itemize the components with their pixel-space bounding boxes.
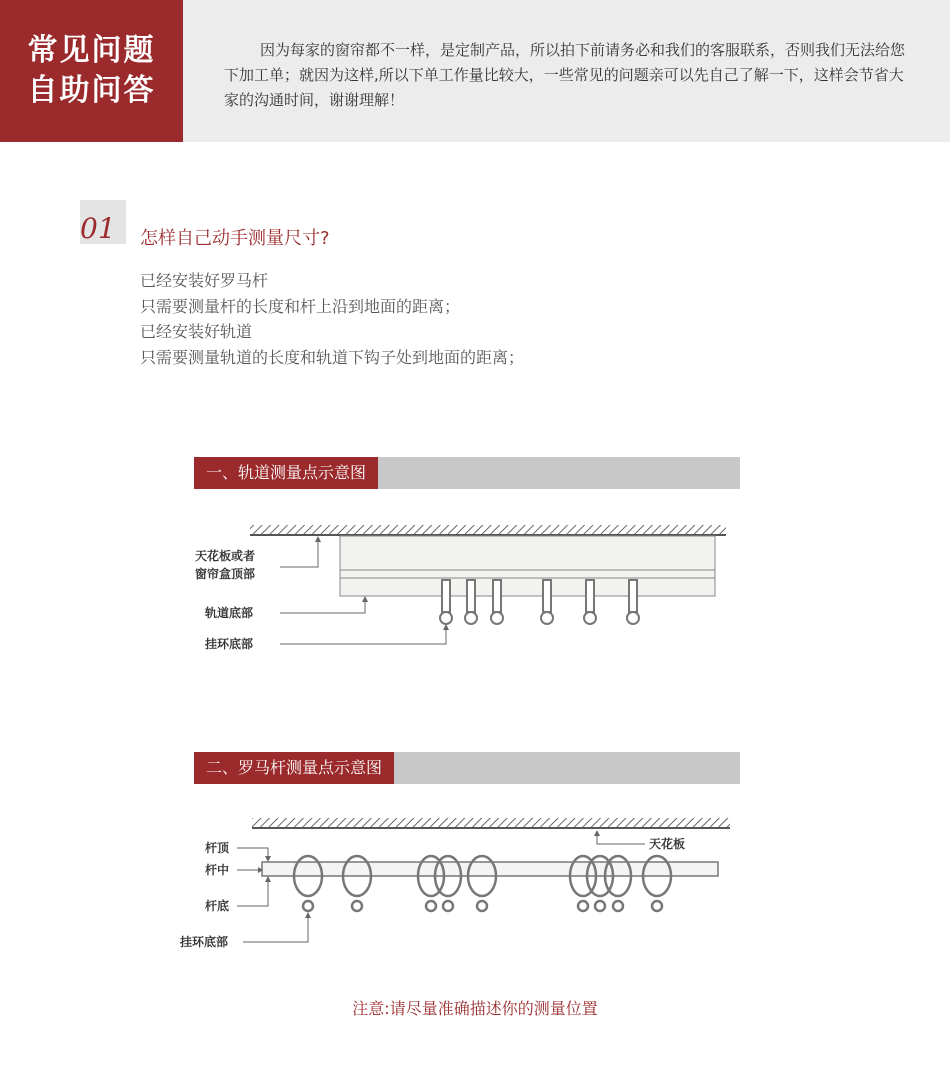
answer-line: 只需要测量轨道的长度和轨道下钩子处到地面的距离； <box>140 347 525 367</box>
header-title-line2: 自助问答 <box>27 73 156 108</box>
answer-list <box>140 268 524 370</box>
section2-bar <box>194 752 740 784</box>
label-rod-middle: 杆中 <box>205 863 230 877</box>
label-rod-bottom: 杆底 <box>205 899 230 913</box>
track-box <box>340 536 715 596</box>
section2-title: 二、罗马杆测量点示意图 <box>194 752 394 784</box>
question-title: 怎样自己动手测量尺寸? <box>140 228 330 249</box>
section1-bar <box>194 457 740 489</box>
label-ring-bottom: 挂环底部 <box>205 637 254 651</box>
question-number: 01 <box>80 212 116 245</box>
ceiling-hatch <box>252 818 730 828</box>
answer-line: 只需要测量杆的长度和杆上沿到地面的距离； <box>140 296 461 316</box>
answer-line: 已经安装好轨道 <box>140 322 253 341</box>
rod <box>262 862 718 876</box>
header-intro-text: 因为每家的窗帘都不一样，是定制产品，所以拍下前请务必和我们的客服联系，否则我们无法给您下加工单；就因为这样,所以下单工作量比较大，一些常见的问题亲可以先自己了解一下，这样会节省大家的沟通时间，谢谢理解！ <box>224 41 906 109</box>
label-ring-bottom: 挂环底部 <box>180 935 229 949</box>
header-title-box <box>0 0 183 142</box>
label-track-bottom: 轨道底部 <box>205 606 254 620</box>
label-rod-top: 杆顶 <box>205 841 230 855</box>
question-number-badge <box>80 200 126 244</box>
measurement-note: 注意:请尽量准确描述你的测量位置 <box>352 999 598 1018</box>
label-ceiling: 天花板 <box>649 837 686 851</box>
rod-diagram <box>175 810 755 960</box>
answer-line: 已经安装好罗马杆 <box>140 271 269 290</box>
ceiling-hatch <box>250 525 726 535</box>
header-title-line1: 常见问题 <box>27 33 156 68</box>
section1-title: 一、轨道测量点示意图 <box>194 457 378 489</box>
label-ceiling-box: 窗帘盒顶部 <box>195 567 256 581</box>
label-ceiling: 天花板或者 <box>195 549 256 563</box>
track-diagram <box>190 520 750 670</box>
